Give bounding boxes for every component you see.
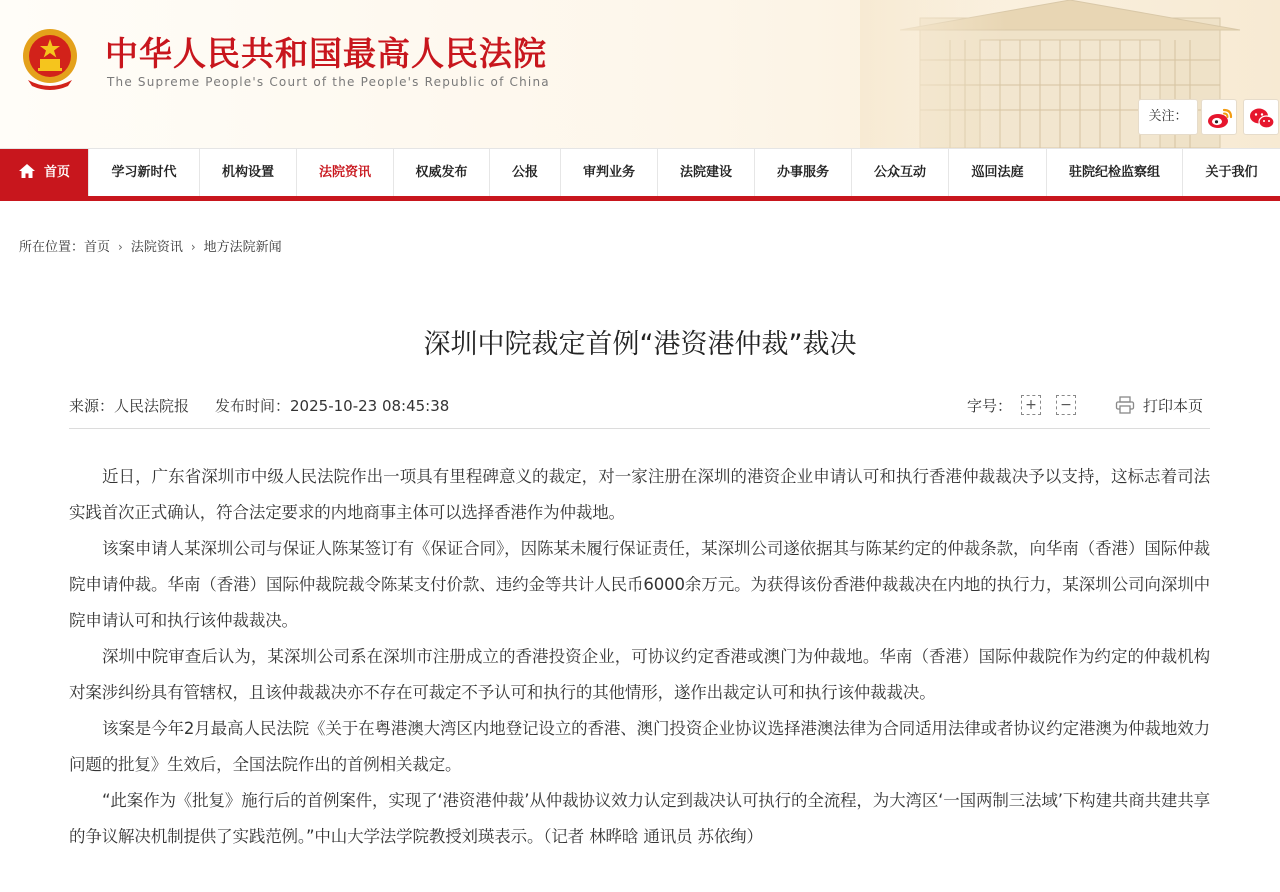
nav-item-label: 学习新时代	[111, 165, 177, 180]
nav-item-label: 关于我们	[1205, 165, 1258, 180]
nav-item-services[interactable]	[755, 149, 852, 197]
nav-item-label: 法院建设	[679, 165, 732, 180]
nav-item-about[interactable]	[1183, 149, 1280, 197]
article-divider	[69, 428, 1210, 429]
article-source: 来源：人民法院报	[69, 397, 190, 415]
nav-item-court-building[interactable]	[658, 149, 755, 197]
nav-item-interaction[interactable]	[852, 149, 949, 197]
breadcrumb-home[interactable]: 首页	[84, 240, 111, 255]
site-subtitle: The Supreme People's Court of the People's Republic of China	[107, 75, 550, 89]
article-paragraph: “此案作为《批复》施行后的首例案件，实现了‘港资港仲裁’从仲裁协议效力认定到裁决认可执行的全流程，为大湾区‘一国两制三法域’下构建共商共建共享的争议解决机制提供了实践范例。”中山大学法学院教授刘瑛表示。（记者 林晔晗 通讯员 苏依绚）	[69, 791, 1210, 846]
font-decrease-button[interactable]: −	[1056, 395, 1076, 415]
nav-item-releases[interactable]	[394, 149, 490, 197]
wechat-icon	[1248, 104, 1276, 132]
article-paragraph: 近日，广东省深圳市中级人民法院作出一项具有里程碑意义的裁定，对一家注册在深圳的港资企业申请认可和执行香港仲裁裁决予以支持，这标志着司法实践首次正式确认，符合法定要求的内地商事主体可以选择香港作为仲裁地。	[69, 467, 1210, 522]
weibo-icon	[1206, 104, 1234, 132]
print-button[interactable]	[1115, 395, 1203, 416]
nav-item-label: 权威发布	[415, 165, 468, 180]
breadcrumb-court-news[interactable]: 法院资讯	[130, 240, 183, 255]
weibo-button[interactable]	[1201, 99, 1237, 135]
printer-icon	[1115, 396, 1135, 414]
font-size-label: 字号：	[967, 397, 1013, 415]
nav-item-trials[interactable]	[561, 149, 658, 197]
nav-item-label: 公众互动	[873, 165, 926, 180]
nav-item-label: 机构设置	[221, 165, 274, 180]
nav-item-court-news[interactable]	[297, 149, 394, 197]
nav-item-label: 办事服务	[776, 165, 829, 180]
font-increase-button[interactable]: +	[1021, 395, 1041, 415]
site-header	[0, 0, 1280, 148]
nav-item-discipline[interactable]	[1047, 149, 1183, 197]
main-nav	[0, 148, 1280, 196]
nav-item-home[interactable]	[0, 149, 89, 197]
article-published-time: 发布时间：2025-10-23 08:45:38	[215, 397, 450, 415]
nav-item-label: 公报	[511, 165, 538, 180]
article-body	[69, 459, 1210, 855]
nav-item-label: 法院资讯	[318, 165, 371, 180]
national-emblem-icon	[18, 26, 82, 92]
nav-item-circuit-courts[interactable]	[949, 149, 1047, 197]
breadcrumb-local-news[interactable]: 地方法院新闻	[203, 240, 282, 255]
home-icon	[18, 163, 36, 179]
article-paragraph: 该案申请人某深圳公司与保证人陈某签订有《保证合同》，因陈某未履行保证责任，某深圳公司遂依据其与陈某约定的仲裁条款，向华南（香港）国际仲裁院申请仲裁。华南（香港）国际仲裁院裁令陈某支付价款、违约金等共计人民币6000余万元。为获得该份香港仲裁裁决在内地的执行力，某深圳公司向深圳中院申请认可和执行该仲裁裁决。	[69, 539, 1210, 630]
nav-item-study[interactable]	[89, 149, 200, 197]
follow-label: 关注：	[1138, 99, 1198, 135]
chevron-right-icon: ›	[190, 240, 196, 254]
breadcrumb	[19, 236, 282, 255]
article-title: 深圳中院裁定首例“港资港仲裁”裁决	[423, 329, 857, 360]
nav-item-label: 驻院纪检监察组	[1068, 165, 1160, 180]
breadcrumb-prefix: 所在位置：	[19, 240, 85, 255]
chevron-right-icon: ›	[118, 240, 123, 254]
nav-item-label: 审判业务	[582, 165, 635, 180]
article-paragraph: 深圳中院审查后认为，某深圳公司系在深圳市注册成立的香港投资企业，可协议约定香港或澳门为仲裁地。华南（香港）国际仲裁院作为约定的仲裁机构对案涉纠纷具有管辖权，且该仲裁裁决亦不存在可裁定不予认可和执行的其他情形，遂作出裁定认可和执行该仲裁裁决。	[69, 647, 1210, 702]
nav-item-label: 巡回法庭	[971, 165, 1024, 180]
article-meta	[69, 395, 449, 416]
nav-item-label: 首页	[43, 165, 70, 180]
nav-item-gazette[interactable]	[490, 149, 561, 197]
print-label: 打印本页	[1143, 397, 1204, 415]
nav-item-organization[interactable]	[200, 149, 297, 197]
wechat-button[interactable]	[1243, 99, 1279, 135]
article-paragraph: 该案是今年2月最高人民法院《关于在粤港澳大湾区内地登记设立的香港、澳门投资企业协议选择港澳法律为合同适用法律或者协议约定港澳为仲裁地效力问题的批复》生效后，全国法院作出的首例相关裁定。	[69, 719, 1210, 774]
site-title: 中华人民共和国最高人民法院	[105, 34, 547, 73]
nav-accent-bar	[0, 196, 1280, 201]
